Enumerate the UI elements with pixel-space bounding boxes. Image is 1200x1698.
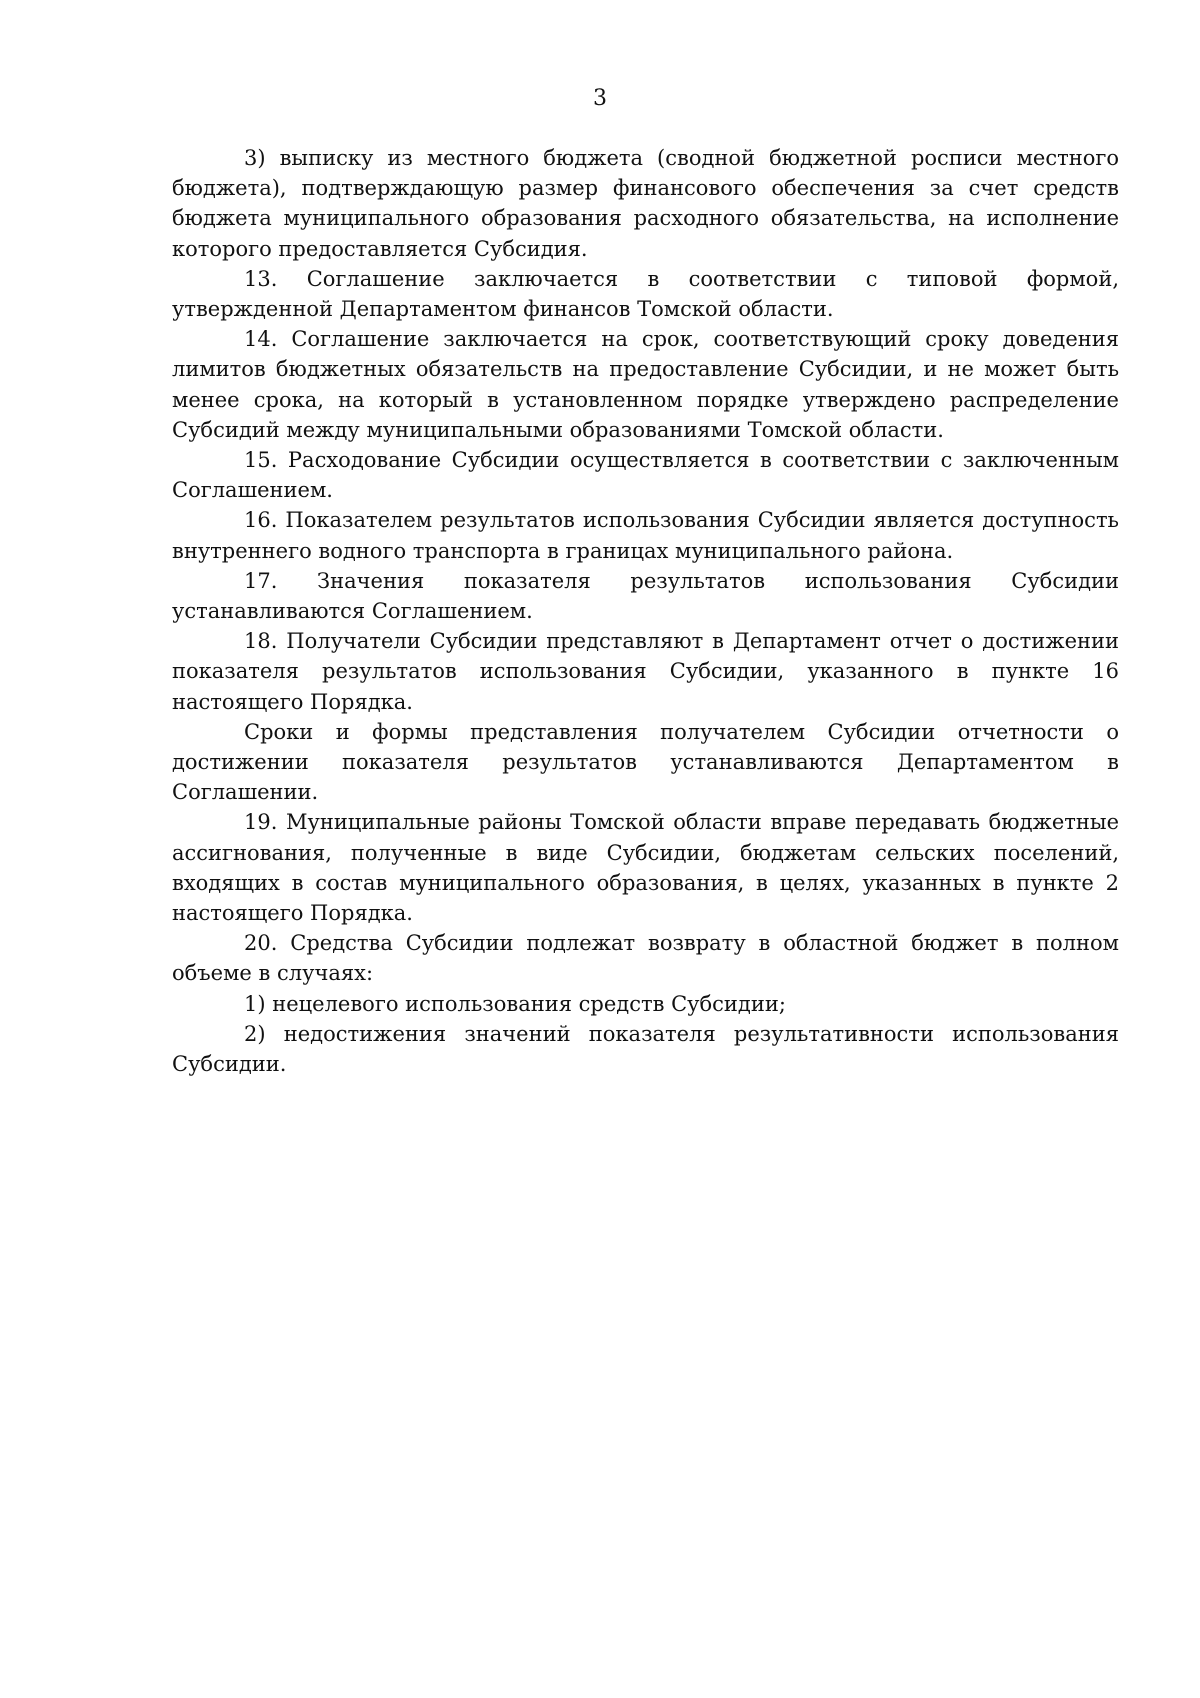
paragraph-budget-extract: 3) выписку из местного бюджета (сводной бюджетной росписи местного бюджета), подтверждающую размер финансового обеспечения за счет средств бюджета муниципального образования расходного обязательства, на исполнение которого предоставляется Субсидия. xyxy=(172,146,1119,261)
paragraph-19-transfer: 19. Муниципальные районы Томской области вправе передавать бюджетные ассигнования, полученные в виде Субсидии, бюджетам сельских поселений, входящих в состав муниципального образования, в целях, указанных в пункте 2 настоящего Порядка. xyxy=(172,810,1119,926)
paragraph-16-indicator: 16. Показателем результатов использования Субсидии является доступность внутреннего водного транспорта в границах муниципального района. xyxy=(172,508,1119,563)
paragraph-14-agreement-term: 14. Соглашение заключается на срок, соответствующий сроку доведения лимитов бюджетных обязательств на предоставление Субсидии, и не может быть менее срока, на который в установленном порядке утверждено распределение Субсидий между муниципальными образованиями Томской области. xyxy=(172,327,1119,442)
document-body xyxy=(172,143,1119,1079)
paragraph-13-agreement-form: 13. Соглашение заключается в соответствии с типовой формой, утвержденной Департаментом финансов Томской области. xyxy=(172,266,1119,322)
paragraph-18-report: 18. Получатели Субсидии представляют в Департамент отчет о достижении показателя результатов использования Субсидии, указанного в пункте 16 настоящего Порядка. xyxy=(172,629,1119,714)
paragraph-refund-case-1: 1) нецелевого использования средств Субсидии; xyxy=(244,991,786,1016)
paragraph-15-spending: 15. Расходование Субсидии осуществляется в соответствии с заключенным Соглашением. xyxy=(172,448,1119,503)
paragraph-refund-case-2: 2) недостижения значений показателя результативности использования Субсидии. xyxy=(172,1021,1119,1077)
paragraph-report-deadlines: Сроки и формы представления получателем Субсидии отчетности о достижении показателя результатов устанавливаются Департаментом в Соглашении. xyxy=(172,719,1119,805)
paragraph-20-refund: 20. Средства Субсидии подлежат возврату в областной бюджет в полном объеме в случаях: xyxy=(172,931,1119,986)
page-number: 3 xyxy=(593,86,607,111)
paragraph-17-indicator-values: 17. Значения показателя результатов использования Субсидии устанавливаются Соглашением. xyxy=(172,568,1119,624)
